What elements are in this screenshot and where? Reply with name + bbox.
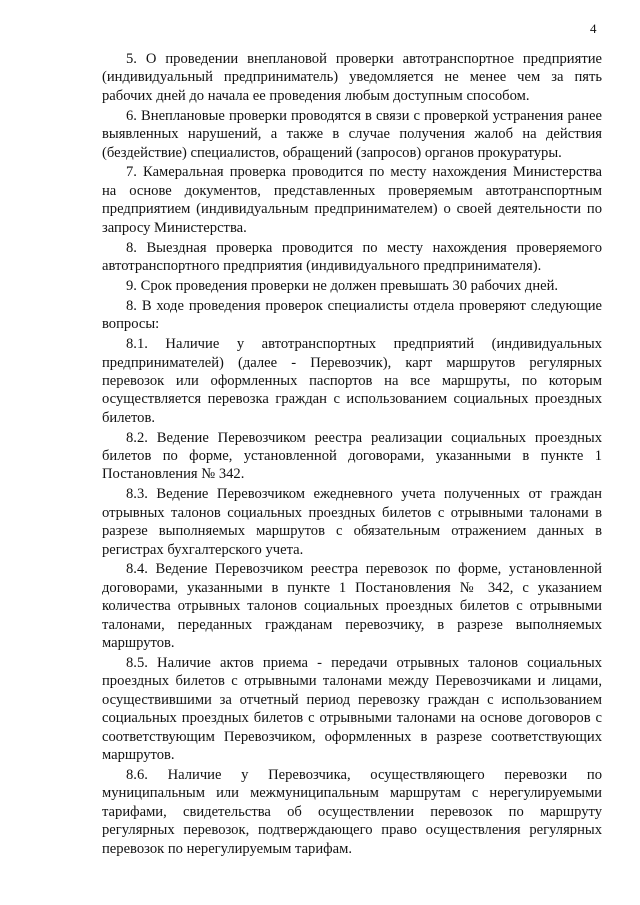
paragraph-5-unscheduled-notice: 5. О проведении внеплановой проверки автотранспортное предприятие (индивидуальный предприниматель) уведомляется не менее чем за пять рабочих дней до начала ее проведения любым доступным способом. (102, 51, 602, 104)
paragraph-8-6-route-certificate: 8.6. Наличие у Перевозчика, осуществляющего перевозки по муниципальным или межмуниципальным маршрутам с нерегулируемыми тарифами, свидетельства об осуществлении перевозок по маршруту регулярных перевозок, подтверждающего право осуществления регулярных перевозок по нерегулируемым тарифам. (102, 766, 602, 857)
paragraph-8-field-inspection: 8. Выездная проверка проводится по месту нахождения проверяемого автотранспортного предприятия (индивидуального предпринимателя). (102, 239, 602, 274)
paragraph-8-inspection-questions: 8. В ходе проведения проверок специалисты отдела проверяют следующие вопросы: (102, 297, 602, 333)
paragraph-8-2-sales-register: 8.2. Ведение Перевозчиком реестра реализации социальных проездных билетов по форме, установленной договорами, указанными в пункте 1 Постановления № 342. (102, 429, 602, 483)
paragraph-6-unscheduled-reasons: 6. Внеплановые проверки проводятся в связи с проверкой устранения ранее выявленных нарушений, а также в случае получения жалоб на действия (бездействие) специалистов, обращений (запросов) органов прокуратуры. (102, 107, 602, 161)
paragraph-8-4-transport-register: 8.4. Ведение Перевозчиком реестра перевозок по форме, установленной договорами, указанными в пункте 1 Постановления № 342, с указанием количества отрывных талонов социальных проездных билетов с отрывными талонами, переданных гражданам перевозчику, в разрезе выполняемых маршрутов. (102, 561, 602, 652)
paragraph-7-desk-inspection: 7. Камеральная проверка проводится по месту нахождения Министерства на основе документов, представленных проверяемым автотранспортным предприятием (индивидуальным предпринимателем) о своей деятельности по запросу Министерства. (102, 164, 602, 236)
paragraph-9-inspection-term: 9. Срок проведения проверки не должен превышать 30 рабочих дней. (126, 277, 559, 294)
paragraph-8-3-daily-accounting: 8.3. Ведение Перевозчиком ежедневного учета полученных от граждан отрывных талонов социальных проездных билетов с отрывными талонами в разрезе выполняемых маршрутов с обязательным отражением данных в регистрах бухгалтерского учета. (102, 486, 602, 558)
document-body (102, 50, 602, 859)
page-number: 4 (590, 21, 597, 36)
paragraph-8-5-transfer-acts: 8.5. Наличие актов приема - передачи отрывных талонов социальных проездных билетов с отрывными талонами между Перевозчиками и лицами, осуществившими за отчетный период перевозку граждан с использованием социальных проездных билетов с отрывными талонами на основе договоров с соответствующим Перевозчиком, оформленных в разрезе соответствующих маршрутов. (102, 655, 602, 764)
paragraph-8-1-route-maps: 8.1. Наличие у автотранспортных предприятий (индивидуальных предпринимателей) (далее - Перевозчик), карт маршрутов регулярных перевозок или оформленных паспортов на все маршруты, по которым осуществляется перевозка граждан с использованием социальных проездных билетов. (102, 336, 602, 426)
